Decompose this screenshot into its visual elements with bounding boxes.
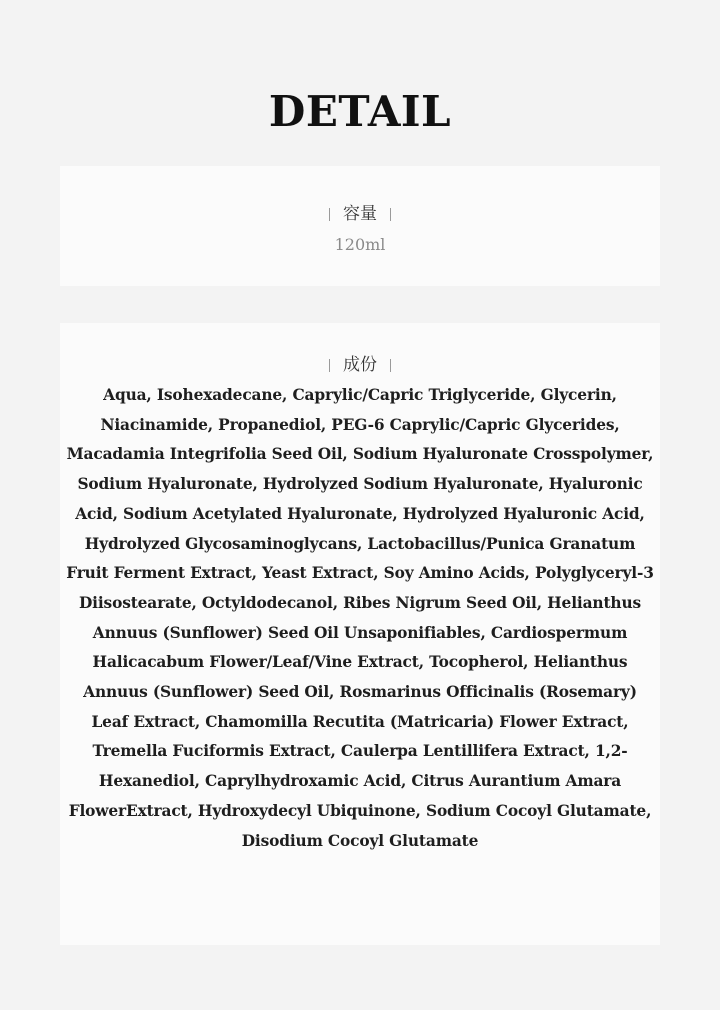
volume-value: 120ml bbox=[334, 235, 386, 254]
volume-label bbox=[316, 202, 404, 226]
label-divider-right bbox=[390, 359, 391, 372]
volume-card bbox=[60, 166, 660, 286]
ingredients-label bbox=[316, 353, 404, 377]
page-title: DETAIL bbox=[268, 87, 452, 136]
ingredients-list: Aqua, Isohexadecane, Caprylic/Capric Triglyceride, Glycerin, Niacinamide, Propanediol, PEG-6 Caprylic/Capric Glycerides, Macadamia Integrifolia Seed Oil, Sodium Hyaluronate Crosspolymer, Sodium Hyaluronate, Hydrolyzed Sodium Hyaluronate, Hyaluronic Acid, Sodium Acetylated Hyaluronate, Hydrolyzed Hyaluronic Acid, Hydrolyzed Glycosaminoglycans, Lactobacillus/Punica Granatum Fruit Ferment Extract, Yeast Extract, Soy Amino Acids, Polyglyceryl-3 Diisostearate, Octyldodecanol, Ribes Nigrum Seed Oil, Helianthus Annuus (Sunflower) Seed Oil Unsaponifiables, Cardiospermum Halicacabum Flower/Leaf/Vine Extract, Tocopherol, Helianthus Annuus (Sunflower) Seed Oil, Rosmarinus Officinalis (Rosemary) Leaf Extract, Chamomilla Recutita (Matricaria) Flower Extract, Tremella Fuciformis Extract, Caulerpa Lentillifera Extract, 1,2-Hexanediol, Caprylhydroxamic Acid, Citrus Aurantium Amara FlowerExtract, Hydroxydecyl Ubiquinone, Sodium Cocoyl Glutamate, Disodium Cocoyl Glutamate bbox=[66, 386, 654, 850]
ingredients-card bbox=[60, 323, 660, 945]
label-divider-right bbox=[390, 208, 391, 221]
ingredients-label-text: 成份 bbox=[343, 355, 377, 375]
label-divider-left bbox=[329, 359, 330, 372]
volume-label-text: 容量 bbox=[343, 204, 377, 224]
label-divider-left bbox=[329, 208, 330, 221]
